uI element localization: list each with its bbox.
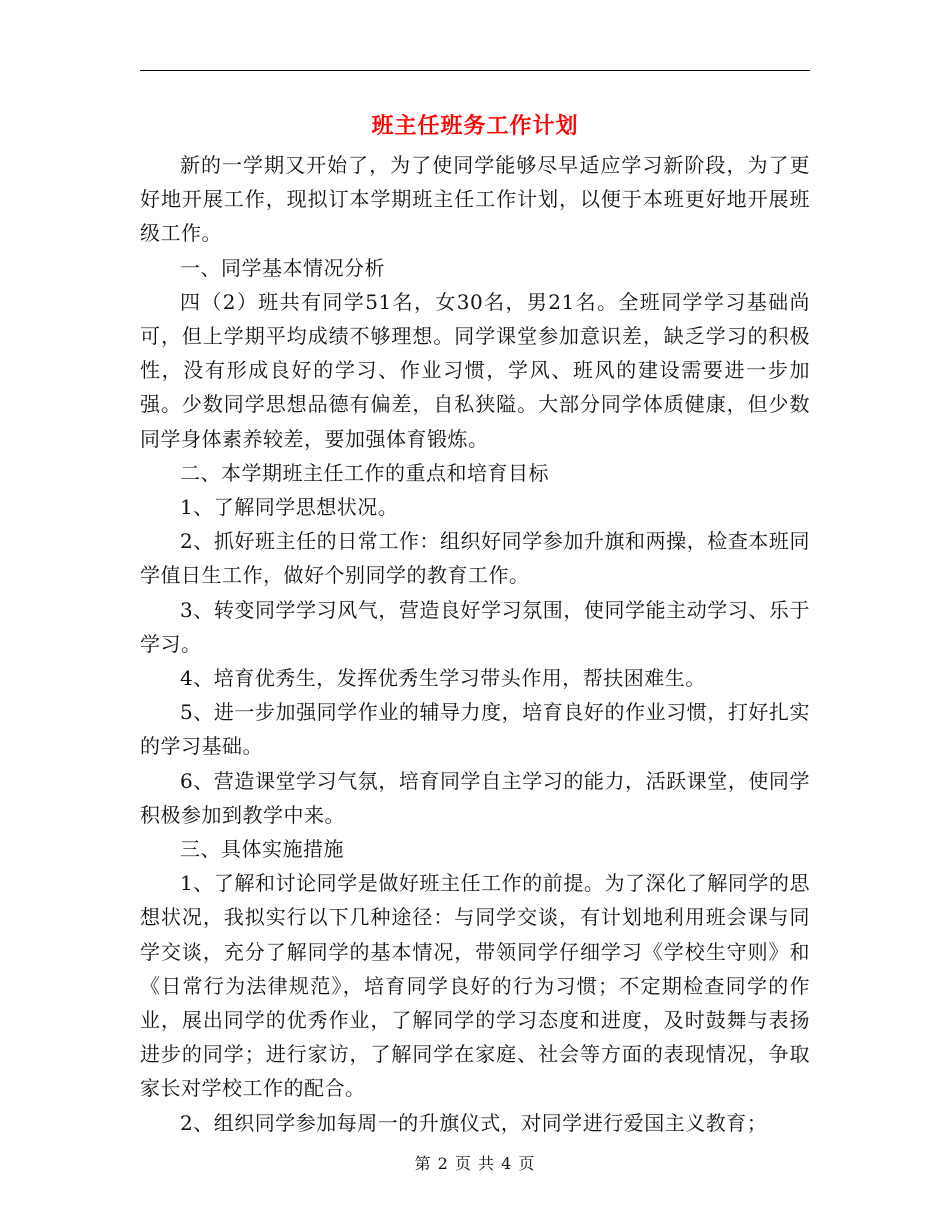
section-heading-2: 二、本学期班主任工作的重点和培育目标 <box>180 460 549 485</box>
measure-item-1: 1、了解和讨论同学是做好班主任工作的前提。为了深化了解同学的思想状况，我拟实行以下几种途径：与同学交谈，有计划地利用班会课与同学交谈，充分了解同学的基本情况，带领同学仔细学习《学校生守则》和《日常行为法律规范》，培育同学良好的行为习惯；不定期检查同学的作业，展出同学的优秀作业，了解同学的学习态度和进度，及时鼓舞与表扬进步的同学；进行家访，了解同学在家庭、社会等方面的表现情况，争取家长对学校工作的配合。 <box>140 871 810 1101</box>
page-footer: 第 2 页 共 4 页 <box>414 1154 536 1173</box>
goal-item-3: 3、转变同学学习风气，营造良好学习氛围，使同学能主动学习、乐于学习。 <box>140 597 810 656</box>
goal-item-5: 5、进一步加强同学作业的辅导力度，培育良好的作业习惯，打好扎实的学习基础。 <box>140 700 810 759</box>
measure-item-2: 2、组织同学参加每周一的升旗仪式，对同学进行爱国主义教育； <box>180 1110 768 1135</box>
paragraph-intro: 新的一学期又开始了，为了使同学能够尽早适应学习新阶段，为了更好地开展工作，现拟订本学期班主任工作计划，以便于本班更好地开展班级工作。 <box>140 153 810 246</box>
document-title: 班主任班务工作计划 <box>371 113 579 139</box>
goal-item-4: 4、培育优秀生，发挥优秀生学习带头作用，帮扶困难生。 <box>180 666 706 691</box>
goal-item-2: 2、抓好班主任的日常工作：组织好同学参加升旗和两操，检查本班同学值日生工作，做好个别同学的教育工作。 <box>140 529 810 588</box>
goal-item-1: 1、了解同学思想状况。 <box>180 495 399 520</box>
paragraph-class-analysis: 四（2）班共有同学51名，女30名，男21名。全班同学学习基础尚可，但上学期平均成绩不够理想。同学课堂参加意识差，缺乏学习的积极性，没有形成良好的学习、作业习惯，学风、班风的建设需要进一步加强。少数同学思想品德有偏差，自私狭隘。大部分同学体质健康，但少数同学身体素养较差，要加强体育锻炼。 <box>140 289 810 451</box>
document-body <box>140 148 810 1140</box>
header-rule <box>140 70 810 71</box>
section-heading-3: 三、具体实施措施 <box>180 837 344 862</box>
goal-item-6: 6、营造课堂学习气氛，培育同学自主学习的能力，活跃课堂，使同学积极参加到教学中来。 <box>140 768 810 827</box>
section-heading-1: 一、同学基本情况分析 <box>180 255 385 280</box>
